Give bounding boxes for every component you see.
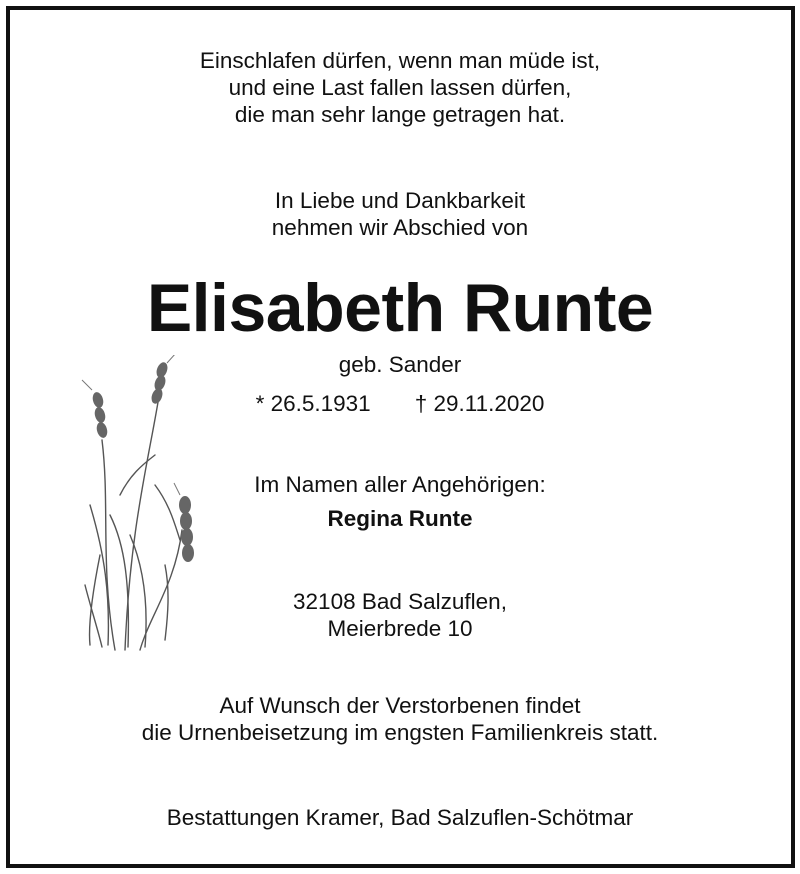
deceased-name: Elisabeth Runte	[146, 270, 654, 346]
wheat-icon	[70, 355, 210, 655]
death-date: † 29.11.2020	[414, 391, 545, 416]
intro-line-1: In Liebe und Dankbarkeit	[274, 188, 526, 213]
poem-line-1: Einschlafen dürfen, wenn man müde ist,	[199, 48, 601, 73]
maiden-name-text: geb. Sander	[338, 352, 462, 377]
burial-notice	[0, 692, 800, 746]
notice-line-1: Auf Wunsch der Verstorbenen findet	[219, 693, 581, 718]
family-name-text: Regina Runte	[327, 506, 473, 531]
notice-line-2: die Urnenbeisetzung im engsten Familienkreis statt.	[141, 720, 659, 745]
poem-line-2: und eine Last fallen lassen dürfen,	[228, 75, 572, 100]
undertaker-text: Bestattungen Kramer, Bad Salzuflen-Schötmar	[166, 805, 634, 830]
birth-date: * 26.5.1931	[255, 391, 371, 416]
intro-line-2: nehmen wir Abschied von	[271, 215, 529, 240]
family-label-text: Im Namen aller Angehörigen:	[254, 472, 546, 497]
poem-line-3: die man sehr lange getragen hat.	[234, 102, 566, 127]
undertaker	[0, 804, 800, 831]
address-line-2: Meierbrede 10	[327, 616, 473, 641]
farewell-intro	[0, 187, 800, 241]
poem	[0, 47, 800, 128]
address-line-1: 32108 Bad Salzuflen,	[293, 589, 507, 614]
